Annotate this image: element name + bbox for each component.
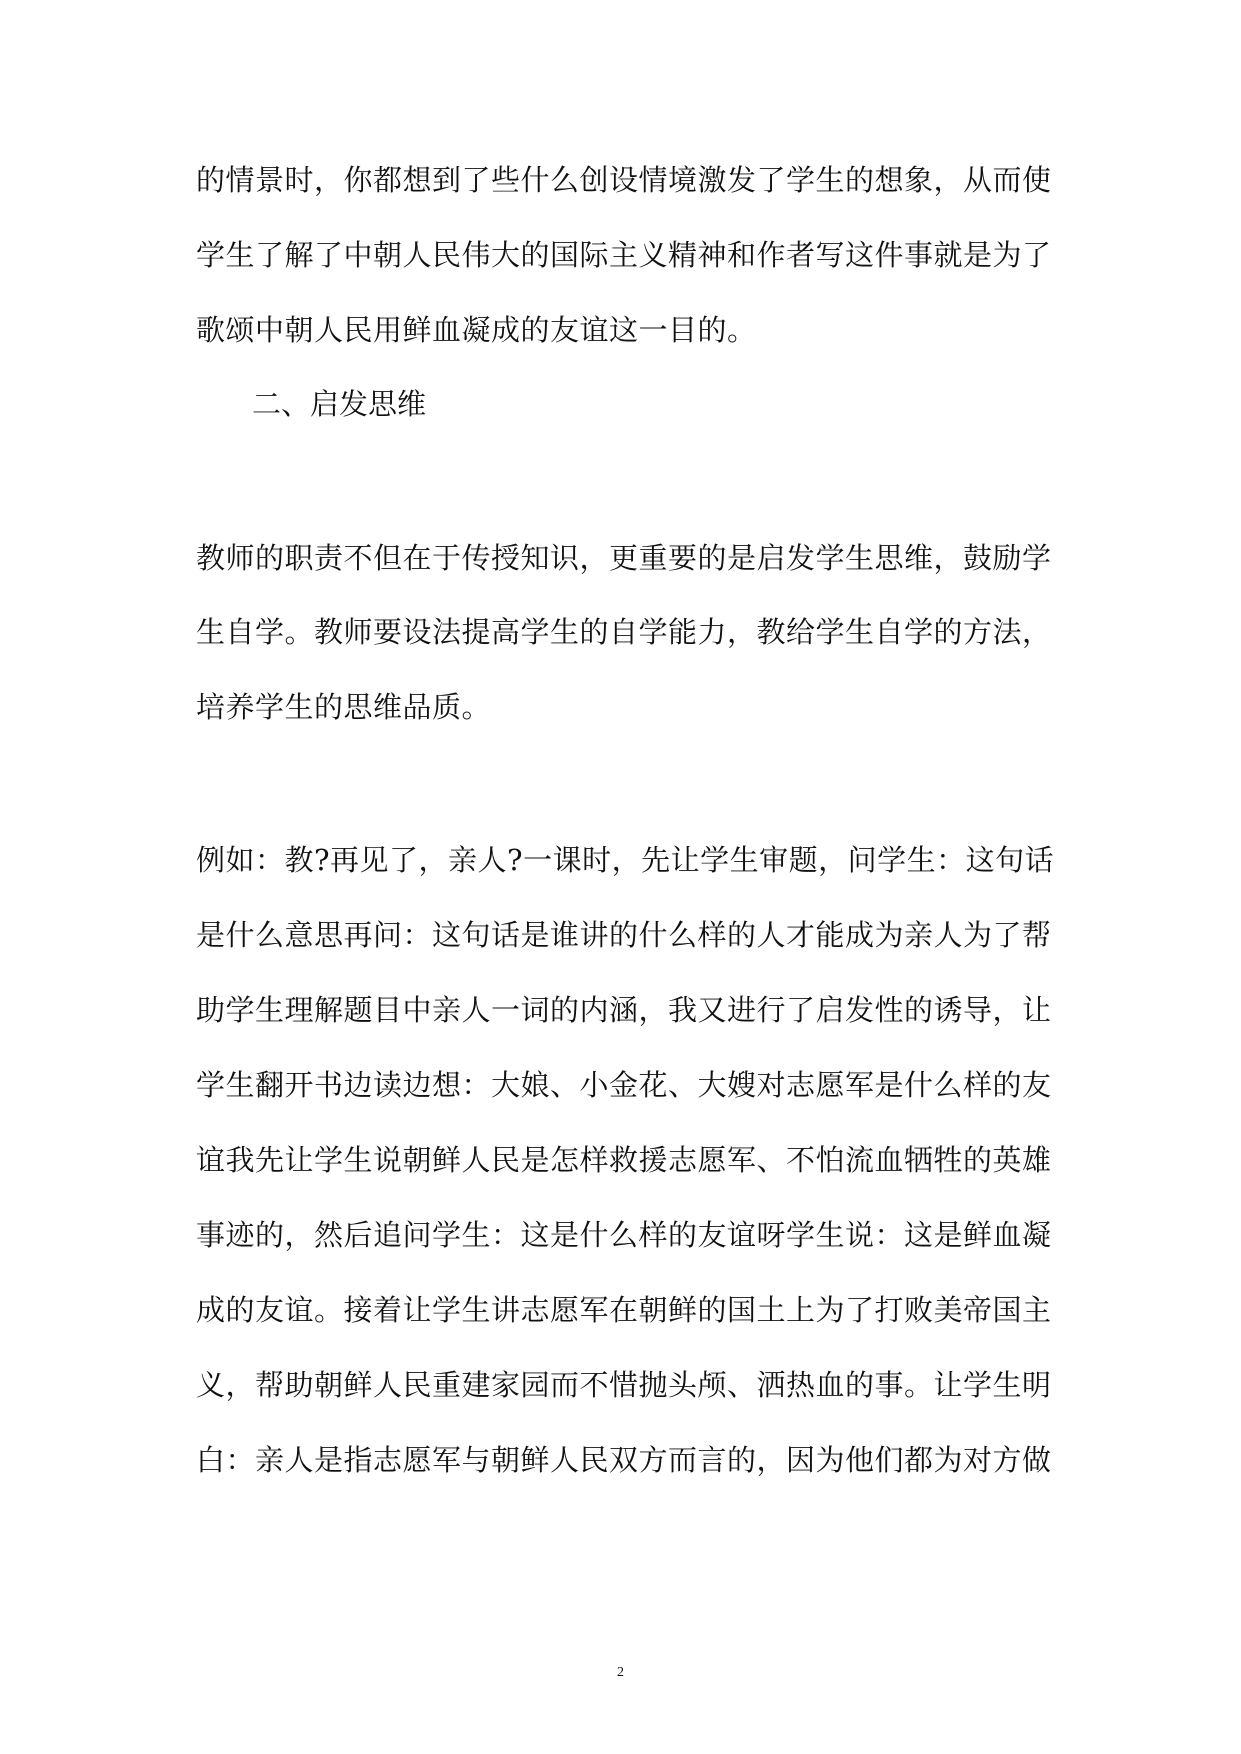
paragraph-1-line-3: 歌颂中朝人民用鲜血凝成的友谊这一目的。 bbox=[196, 313, 757, 347]
page-number: 2 bbox=[617, 1665, 624, 1680]
paragraph-2-line-1: 教师的职责不但在于传授知识，更重要的是启发学生思维，鼓励学 bbox=[196, 541, 1052, 575]
paragraph-3-line-9: 白：亲人是指志愿军与朝鲜人民双方而言的，因为他们都为对方做 bbox=[196, 1443, 1052, 1477]
paragraph-3-line-3: 助学生理解题目中亲人一词的内涵，我又进行了启发性的诱导，让 bbox=[196, 993, 1052, 1027]
paragraph-3-line-6: 事迹的，然后追问学生：这是什么样的友谊呀学生说：这是鲜血凝 bbox=[196, 1218, 1052, 1252]
paragraph-2-line-3: 培养学生的思维品质。 bbox=[196, 690, 492, 724]
paragraph-3-line-5: 谊我先让学生说朝鲜人民是怎样救援志愿军、不怕流血牺牲的英雄 bbox=[196, 1143, 1052, 1177]
paragraph-1-line-2: 学生了解了中朝人民伟大的国际主义精神和作者写这件事就是为了 bbox=[196, 238, 1052, 272]
section-heading: 二、启发思维 bbox=[252, 387, 427, 421]
paragraph-2-line-2: 生自学。教师要设法提高学生的自学能力，教给学生自学的方法， bbox=[196, 615, 1052, 649]
paragraph-3-line-4: 学生翻开书边读边想：大娘、小金花、大嫂对志愿军是什么样的友 bbox=[196, 1068, 1052, 1102]
paragraph-1-line-1: 的情景时，你都想到了些什么创设情境激发了学生的想象，从而使 bbox=[196, 163, 1052, 197]
paragraph-3-line-2: 是什么意思再问：这句话是谁讲的什么样的人才能成为亲人为了帮 bbox=[196, 918, 1052, 952]
paragraph-3-line-8: 义，帮助朝鲜人民重建家园而不惜抛头颅、洒热血的事。让学生明 bbox=[196, 1368, 1052, 1402]
paragraph-3-line-7: 成的友谊。接着让学生讲志愿军在朝鲜的国土上为了打败美帝国主 bbox=[196, 1293, 1052, 1327]
paragraph-3-line-1: 例如：教?再见了，亲人?一课时，先让学生审题，问学生：这句话 bbox=[196, 843, 1055, 877]
